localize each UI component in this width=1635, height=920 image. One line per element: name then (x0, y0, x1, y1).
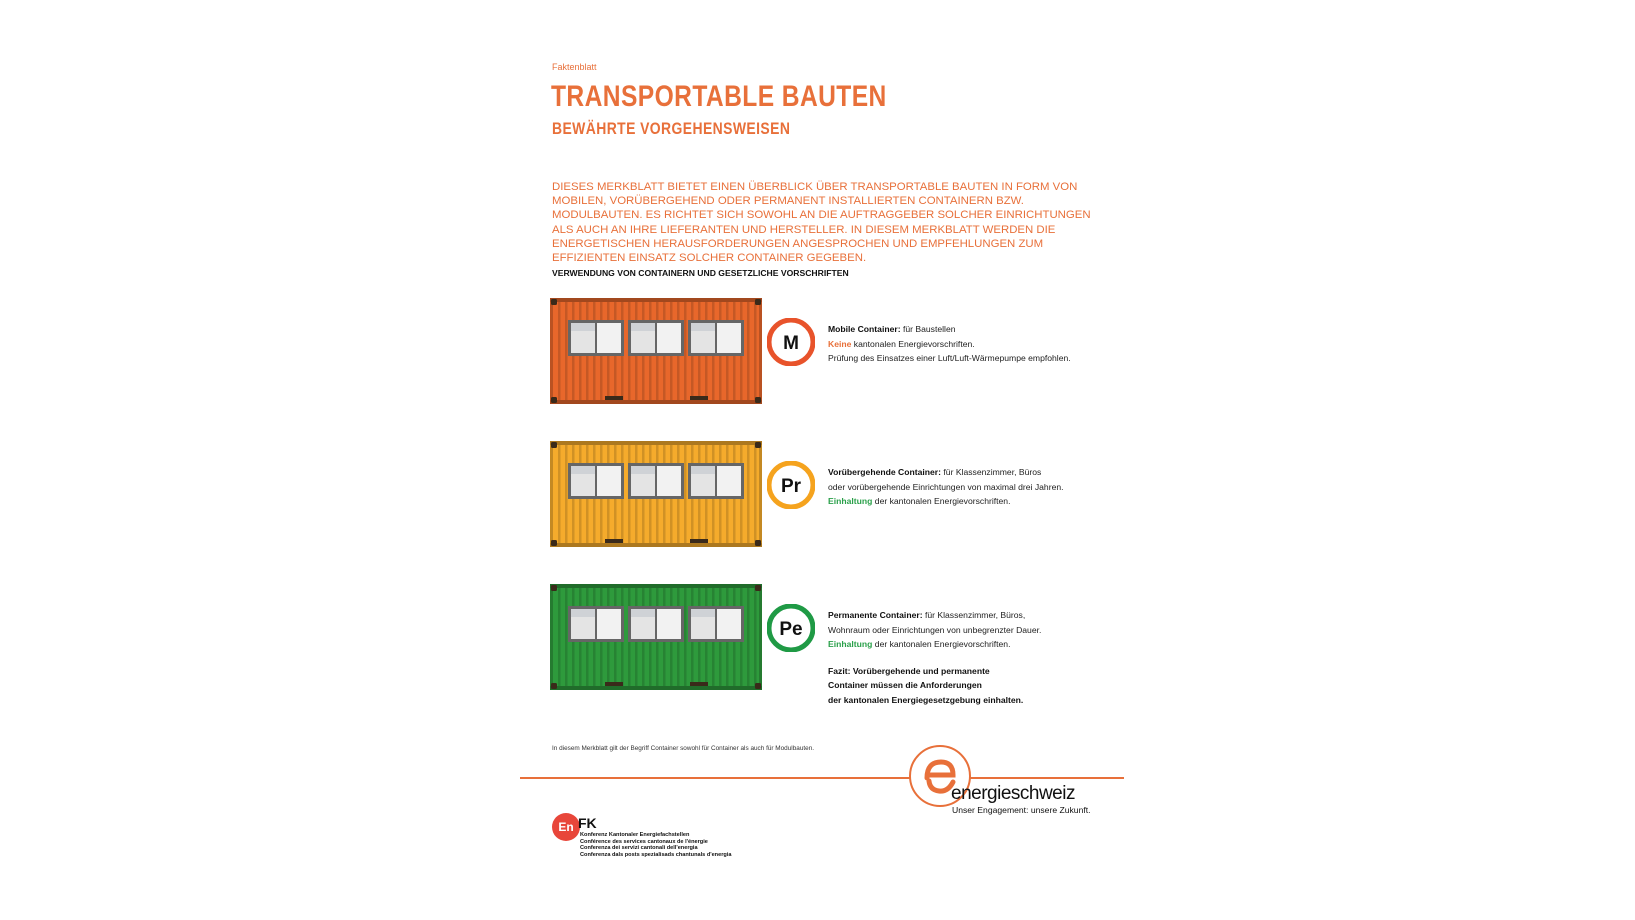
enfk-names: Konferenz Kantonaler Energiefachstellen Conférence des services cantonaux de l'énergie Conferenza dei servizi cantonali dell'energia Conferenza dals posts spezialisads chantunals d'energia (580, 832, 732, 858)
container-row-temporary (550, 441, 1110, 551)
window-pane (597, 609, 621, 639)
container-label: Vorübergehende Container: (828, 467, 942, 477)
container-description-mobile: Mobile Container: für Baustellen Keine kantonalen Energievorschriften. Prüfung des Einsatzes einer Luft/Luft-Wärmepumpe empfohlen. (828, 324, 1071, 363)
forklift-pocket (605, 396, 623, 400)
window-reflection (571, 323, 595, 331)
badge-mobile-icon (767, 318, 815, 366)
container-corner (755, 683, 761, 689)
enfk-wordmark: FK (578, 815, 597, 831)
window-pane (717, 609, 741, 639)
forklift-pocket (605, 539, 623, 543)
container-corner (551, 442, 557, 448)
container-rib (747, 445, 750, 543)
container-rib (558, 302, 561, 400)
container-rib (684, 445, 687, 543)
container-rib (565, 302, 568, 400)
container-corner (755, 397, 761, 403)
container-label: Permanente Container: (828, 610, 923, 620)
container-rib (754, 445, 757, 543)
window-reflection (691, 609, 715, 617)
container-corner (551, 585, 557, 591)
badge-temporary-label: Pr (780, 476, 802, 497)
container-rib (684, 302, 687, 400)
window-reflection (631, 609, 655, 617)
badge-temporary-icon (767, 461, 815, 509)
container-illustration-permanent (550, 584, 762, 690)
conclusion: Fazit: Vorübergehende und permanente Container müssen die Anforderungen der kantonalen Energiegesetzgebung einhalten. (828, 666, 1024, 705)
doc-kicker: Faktenblatt (552, 62, 597, 72)
container-rib (747, 302, 750, 400)
container-rib (754, 302, 757, 400)
container-corner (551, 299, 557, 305)
container-corner (551, 683, 557, 689)
container-rib (565, 588, 568, 686)
energieschweiz-wordmark: energieschweiz (951, 783, 1075, 804)
window-pane (657, 466, 681, 496)
container-rail-bottom (550, 400, 762, 404)
page-title: TRANSPORTABLE BAUTEN (551, 80, 887, 113)
enfk-logo (552, 813, 752, 865)
container-rail-bottom (550, 686, 762, 690)
window-pane (657, 609, 681, 639)
container-row-mobile (550, 298, 1110, 408)
section-heading: VERWENDUNG VON CONTAINERN UND GESETZLICHE VORSCHRIFTEN (552, 268, 849, 278)
container-corner (551, 397, 557, 403)
container-illustration-temporary (550, 441, 762, 547)
container-corner (551, 540, 557, 546)
badge-permanent-icon (767, 604, 815, 652)
container-rib (754, 588, 757, 686)
badge-mobile-label: M (783, 333, 799, 354)
container-rail-top (550, 584, 762, 588)
window-reflection (571, 466, 595, 474)
window-pane (597, 466, 621, 496)
container-description-temporary: Vorübergehende Container: für Klassenzimmer, Büros oder vorübergehende Einrichtungen von maximal drei Jahren. Einhaltung der kantonalen Energievorschriften. (828, 467, 1064, 506)
window-pane (717, 466, 741, 496)
page-subtitle: BEWÄHRTE VORGEHENSWEISEN (552, 119, 791, 138)
forklift-pocket (690, 682, 708, 686)
container-corner (755, 299, 761, 305)
window-reflection (691, 323, 715, 331)
container-rib (565, 445, 568, 543)
forklift-pocket (605, 682, 623, 686)
container-rail-top (550, 441, 762, 445)
badge-permanent-label: Pe (779, 619, 803, 640)
window-pane (717, 323, 741, 353)
footnote: In diesem Merkblatt gilt der Begriff Container sowohl für Container als auch für Modulbauten. (552, 745, 815, 752)
container-corner (755, 585, 761, 591)
window-reflection (631, 466, 655, 474)
intro-paragraph: DIESES MERKBLATT BIETET EINEN ÜBERBLICK ÜBER TRANSPORTABLE BAUTEN IN FORM VON MOBILEN, VORÜBERGEHEND ODER PERMANENT INSTALLIERTEN CONTAINERN BZW. MODULBAUTEN. ES RICHTET SICH SOWOHL AN DIE AUFTRAGGEBER SOLCHER EINRICHTUNGEN ALS AUCH AN IHRE LIEFERANTEN UND HERSTELLER. IN DIESEM MERKBLATT WERDEN DIE ENERGETISCHEN HERAUSFORDERUNGEN ANGESPROCHEN UND EMPFEHLUNGEN ZUM EFFIZIENTEN EINSATZ SOLCHER CONTAINER GEGEBEN. (552, 181, 1091, 265)
container-rib (558, 445, 561, 543)
forklift-pocket (690, 396, 708, 400)
window-reflection (571, 609, 595, 617)
container-label: Mobile Container: (828, 324, 901, 334)
container-corner (755, 442, 761, 448)
container-rail-top (550, 298, 762, 302)
container-rib (558, 588, 561, 686)
container-illustration-mobile (550, 298, 762, 404)
enfk-badge-icon: En (552, 813, 580, 841)
container-rib (684, 588, 687, 686)
container-rib (747, 588, 750, 686)
window-pane (657, 323, 681, 353)
container-rail-bottom (550, 543, 762, 547)
forklift-pocket (690, 539, 708, 543)
window-reflection (631, 323, 655, 331)
container-corner (755, 540, 761, 546)
window-pane (597, 323, 621, 353)
container-description-permanent: Permanente Container: für Klassenzimmer, Büros, Wohnraum oder Einrichtungen von unbegrenzter Dauer. Einhaltung der kantonalen Energievorschriften. (828, 610, 1042, 649)
energieschweiz-tagline: Unser Engagement: unsere Zukunft. (952, 805, 1091, 815)
window-reflection (691, 466, 715, 474)
